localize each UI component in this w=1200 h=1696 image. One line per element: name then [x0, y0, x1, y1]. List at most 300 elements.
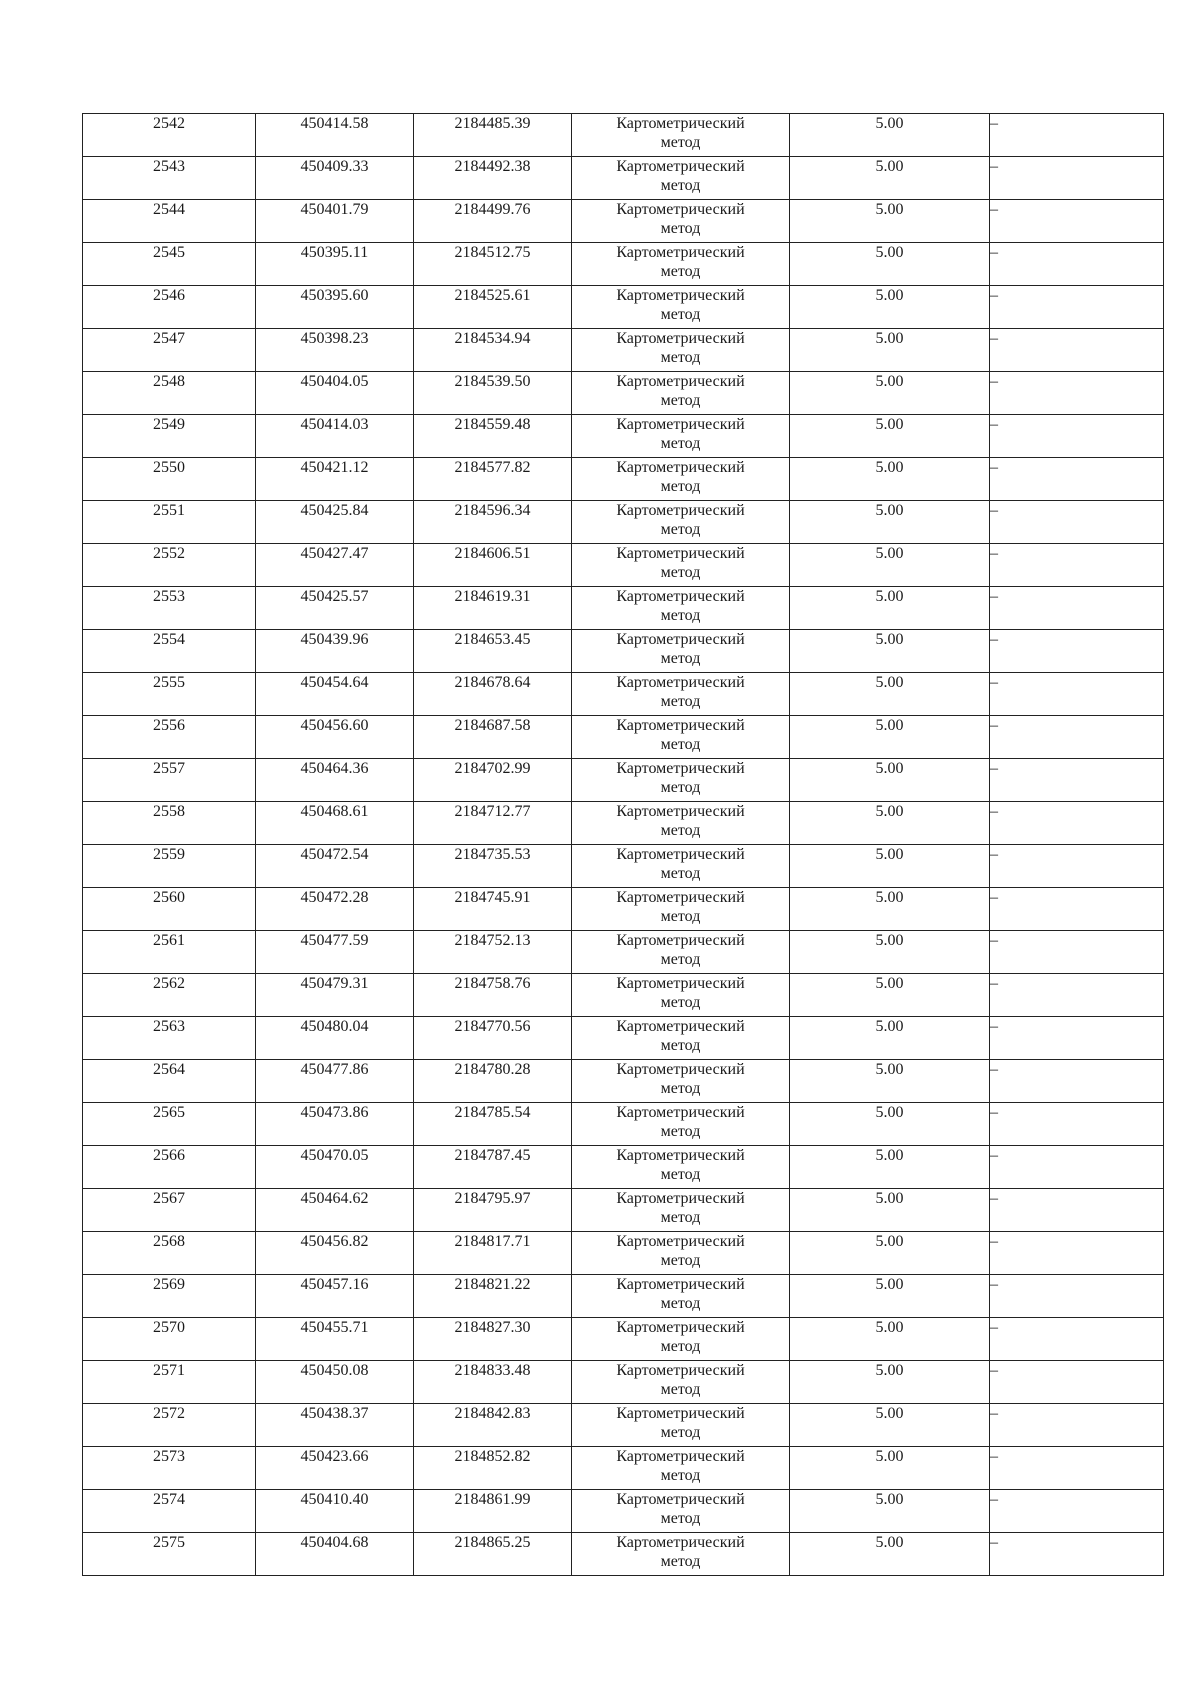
method-cell	[572, 1146, 790, 1189]
accuracy-cell: 5.00	[790, 1146, 990, 1189]
x-coordinate-cell: 450410.40	[256, 1490, 414, 1533]
y-coordinate-cell: 2184577.82	[414, 458, 572, 501]
method-cell	[572, 802, 790, 845]
accuracy-cell: 5.00	[790, 458, 990, 501]
x-coordinate-cell: 450425.57	[256, 587, 414, 630]
table-row	[83, 1189, 1164, 1232]
y-coordinate-cell: 2184606.51	[414, 544, 572, 587]
description-cell: –	[990, 716, 1164, 759]
accuracy-cell: 5.00	[790, 888, 990, 931]
method-cell	[572, 1103, 790, 1146]
y-coordinate-cell: 2184827.30	[414, 1318, 572, 1361]
x-coordinate-cell: 450470.05	[256, 1146, 414, 1189]
accuracy-cell: 5.00	[790, 501, 990, 544]
description-cell: –	[990, 372, 1164, 415]
accuracy-cell: 5.00	[790, 243, 990, 286]
x-coordinate-cell: 450427.47	[256, 544, 414, 587]
y-coordinate-cell: 2184780.28	[414, 1060, 572, 1103]
y-coordinate-cell: 2184770.56	[414, 1017, 572, 1060]
accuracy-cell: 5.00	[790, 1318, 990, 1361]
x-coordinate-cell: 450450.08	[256, 1361, 414, 1404]
method-cell	[572, 157, 790, 200]
accuracy-cell: 5.00	[790, 716, 990, 759]
point-number-cell: 2551	[83, 501, 256, 544]
method-text-line: Картометрический	[616, 287, 745, 304]
table-row	[83, 200, 1164, 243]
method-text-line: Картометрический	[616, 588, 745, 605]
method-cell	[572, 329, 790, 372]
description-cell: –	[990, 1146, 1164, 1189]
method-text-line: метод	[660, 134, 701, 151]
method-text-line: Картометрический	[616, 1018, 745, 1035]
method-text-line: метод	[660, 564, 701, 581]
method-text-line: метод	[660, 779, 701, 796]
method-text-line: Картометрический	[616, 330, 745, 347]
method-text-line: Картометрический	[616, 502, 745, 519]
description-cell: –	[990, 1060, 1164, 1103]
method-text-line: Картометрический	[616, 158, 745, 175]
accuracy-cell: 5.00	[790, 845, 990, 888]
table-row	[83, 1490, 1164, 1533]
point-number-cell: 2550	[83, 458, 256, 501]
method-text-line: Картометрический	[616, 717, 745, 734]
x-coordinate-cell: 450457.16	[256, 1275, 414, 1318]
point-number-cell: 2554	[83, 630, 256, 673]
y-coordinate-cell: 2184817.71	[414, 1232, 572, 1275]
method-cell	[572, 1361, 790, 1404]
description-cell: –	[990, 329, 1164, 372]
method-text-line: Картометрический	[616, 631, 745, 648]
table-row	[83, 458, 1164, 501]
accuracy-cell: 5.00	[790, 630, 990, 673]
table-row	[83, 759, 1164, 802]
method-cell	[572, 630, 790, 673]
table-row	[83, 243, 1164, 286]
description-cell: –	[990, 802, 1164, 845]
accuracy-cell: 5.00	[790, 372, 990, 415]
method-text-line: метод	[660, 1166, 701, 1183]
method-text-line: метод	[660, 1467, 701, 1484]
y-coordinate-cell: 2184559.48	[414, 415, 572, 458]
description-cell: –	[990, 1017, 1164, 1060]
point-number-cell: 2548	[83, 372, 256, 415]
table-row	[83, 845, 1164, 888]
x-coordinate-cell: 450404.05	[256, 372, 414, 415]
description-cell: –	[990, 587, 1164, 630]
method-cell	[572, 243, 790, 286]
point-number-cell: 2574	[83, 1490, 256, 1533]
y-coordinate-cell: 2184619.31	[414, 587, 572, 630]
x-coordinate-cell: 450454.64	[256, 673, 414, 716]
point-number-cell: 2560	[83, 888, 256, 931]
description-cell: –	[990, 759, 1164, 802]
description-cell: –	[990, 1232, 1164, 1275]
method-text-line: Картометрический	[616, 1534, 745, 1551]
y-coordinate-cell: 2184499.76	[414, 200, 572, 243]
method-text-line: метод	[660, 1510, 701, 1527]
y-coordinate-cell: 2184687.58	[414, 716, 572, 759]
method-text-line: метод	[660, 263, 701, 280]
point-number-cell: 2569	[83, 1275, 256, 1318]
point-number-cell: 2552	[83, 544, 256, 587]
method-cell	[572, 501, 790, 544]
accuracy-cell: 5.00	[790, 1404, 990, 1447]
method-text-line: метод	[660, 177, 701, 194]
table-row	[83, 974, 1164, 1017]
x-coordinate-cell: 450477.59	[256, 931, 414, 974]
description-cell: –	[990, 501, 1164, 544]
method-text-line: Картометрический	[616, 1448, 745, 1465]
description-cell: –	[990, 845, 1164, 888]
y-coordinate-cell: 2184852.82	[414, 1447, 572, 1490]
y-coordinate-cell: 2184678.64	[414, 673, 572, 716]
method-text-line: метод	[660, 392, 701, 409]
description-cell: –	[990, 630, 1164, 673]
description-cell: –	[990, 1361, 1164, 1404]
point-number-cell: 2555	[83, 673, 256, 716]
method-text-line: Картометрический	[616, 932, 745, 949]
table-body	[83, 114, 1164, 1576]
x-coordinate-cell: 450423.66	[256, 1447, 414, 1490]
point-number-cell: 2575	[83, 1533, 256, 1576]
method-text-line: Картометрический	[616, 1276, 745, 1293]
x-coordinate-cell: 450404.68	[256, 1533, 414, 1576]
description-cell: –	[990, 1447, 1164, 1490]
method-text-line: Картометрический	[616, 1319, 745, 1336]
point-number-cell: 2553	[83, 587, 256, 630]
method-cell	[572, 974, 790, 1017]
method-text-line: метод	[660, 994, 701, 1011]
table-row	[83, 1146, 1164, 1189]
table-row	[83, 1533, 1164, 1576]
y-coordinate-cell: 2184702.99	[414, 759, 572, 802]
y-coordinate-cell: 2184758.76	[414, 974, 572, 1017]
y-coordinate-cell: 2184785.54	[414, 1103, 572, 1146]
x-coordinate-cell: 450425.84	[256, 501, 414, 544]
point-number-cell: 2557	[83, 759, 256, 802]
description-cell: –	[990, 544, 1164, 587]
accuracy-cell: 5.00	[790, 1533, 990, 1576]
x-coordinate-cell: 450414.03	[256, 415, 414, 458]
x-coordinate-cell: 450456.82	[256, 1232, 414, 1275]
y-coordinate-cell: 2184485.39	[414, 114, 572, 157]
method-text-line: Картометрический	[616, 373, 745, 390]
accuracy-cell: 5.00	[790, 329, 990, 372]
x-coordinate-cell: 450472.54	[256, 845, 414, 888]
table-row	[83, 329, 1164, 372]
accuracy-cell: 5.00	[790, 544, 990, 587]
x-coordinate-cell: 450468.61	[256, 802, 414, 845]
method-text-line: метод	[660, 607, 701, 624]
table-row	[83, 630, 1164, 673]
table-row	[83, 1060, 1164, 1103]
y-coordinate-cell: 2184795.97	[414, 1189, 572, 1232]
table-row	[83, 673, 1164, 716]
point-number-cell: 2549	[83, 415, 256, 458]
table-row	[83, 931, 1164, 974]
table-row	[83, 544, 1164, 587]
method-cell	[572, 888, 790, 931]
method-text-line: Картометрический	[616, 1491, 745, 1508]
point-number-cell: 2546	[83, 286, 256, 329]
method-cell	[572, 673, 790, 716]
method-text-line: метод	[660, 349, 701, 366]
method-text-line: метод	[660, 1295, 701, 1312]
accuracy-cell: 5.00	[790, 1361, 990, 1404]
method-cell	[572, 200, 790, 243]
y-coordinate-cell: 2184596.34	[414, 501, 572, 544]
coordinates-table	[82, 113, 1164, 1576]
y-coordinate-cell: 2184492.38	[414, 157, 572, 200]
table-row	[83, 286, 1164, 329]
method-text-line: Картометрический	[616, 1405, 745, 1422]
accuracy-cell: 5.00	[790, 759, 990, 802]
method-text-line: метод	[660, 478, 701, 495]
description-cell: –	[990, 1189, 1164, 1232]
y-coordinate-cell: 2184512.75	[414, 243, 572, 286]
x-coordinate-cell: 450477.86	[256, 1060, 414, 1103]
method-text-line: Картометрический	[616, 459, 745, 476]
accuracy-cell: 5.00	[790, 1447, 990, 1490]
table-row	[83, 1103, 1164, 1146]
accuracy-cell: 5.00	[790, 673, 990, 716]
table-row	[83, 1404, 1164, 1447]
y-coordinate-cell: 2184821.22	[414, 1275, 572, 1318]
x-coordinate-cell: 450395.60	[256, 286, 414, 329]
method-cell	[572, 458, 790, 501]
method-text-line: Картометрический	[616, 1104, 745, 1121]
accuracy-cell: 5.00	[790, 114, 990, 157]
table-row	[83, 888, 1164, 931]
y-coordinate-cell: 2184534.94	[414, 329, 572, 372]
point-number-cell: 2562	[83, 974, 256, 1017]
method-text-line: метод	[660, 306, 701, 323]
description-cell: –	[990, 157, 1164, 200]
method-cell	[572, 114, 790, 157]
description-cell: –	[990, 415, 1164, 458]
method-cell	[572, 544, 790, 587]
method-text-line: Картометрический	[616, 846, 745, 863]
description-cell: –	[990, 1103, 1164, 1146]
point-number-cell: 2570	[83, 1318, 256, 1361]
table-row	[83, 157, 1164, 200]
accuracy-cell: 5.00	[790, 157, 990, 200]
table-row	[83, 1232, 1164, 1275]
point-number-cell: 2544	[83, 200, 256, 243]
method-cell	[572, 286, 790, 329]
table-row	[83, 716, 1164, 759]
method-text-line: Картометрический	[616, 760, 745, 777]
y-coordinate-cell: 2184525.61	[414, 286, 572, 329]
method-text-line: Картометрический	[616, 1233, 745, 1250]
x-coordinate-cell: 450472.28	[256, 888, 414, 931]
point-number-cell: 2573	[83, 1447, 256, 1490]
method-text-line: Картометрический	[616, 1147, 745, 1164]
method-text-line: Картометрический	[616, 975, 745, 992]
accuracy-cell: 5.00	[790, 1275, 990, 1318]
table-row	[83, 1017, 1164, 1060]
accuracy-cell: 5.00	[790, 286, 990, 329]
method-cell	[572, 759, 790, 802]
method-text-line: Картометрический	[616, 416, 745, 433]
accuracy-cell: 5.00	[790, 200, 990, 243]
point-number-cell: 2566	[83, 1146, 256, 1189]
method-text-line: Картометрический	[616, 1190, 745, 1207]
method-text-line: метод	[660, 1080, 701, 1097]
point-number-cell: 2543	[83, 157, 256, 200]
method-cell	[572, 1232, 790, 1275]
method-text-line: метод	[660, 1209, 701, 1226]
description-cell: –	[990, 673, 1164, 716]
method-cell	[572, 931, 790, 974]
y-coordinate-cell: 2184861.99	[414, 1490, 572, 1533]
accuracy-cell: 5.00	[790, 1189, 990, 1232]
accuracy-cell: 5.00	[790, 1490, 990, 1533]
point-number-cell: 2559	[83, 845, 256, 888]
description-cell: –	[990, 1275, 1164, 1318]
method-text-line: метод	[660, 951, 701, 968]
method-text-line: метод	[660, 220, 701, 237]
method-cell	[572, 372, 790, 415]
method-cell	[572, 1017, 790, 1060]
method-cell	[572, 587, 790, 630]
y-coordinate-cell: 2184833.48	[414, 1361, 572, 1404]
table-row	[83, 1275, 1164, 1318]
accuracy-cell: 5.00	[790, 415, 990, 458]
method-text-line: Картометрический	[616, 201, 745, 218]
method-cell	[572, 716, 790, 759]
method-cell	[572, 1447, 790, 1490]
accuracy-cell: 5.00	[790, 587, 990, 630]
point-number-cell: 2547	[83, 329, 256, 372]
method-text-line: метод	[660, 650, 701, 667]
table-row	[83, 114, 1164, 157]
method-cell	[572, 1404, 790, 1447]
x-coordinate-cell: 450455.71	[256, 1318, 414, 1361]
point-number-cell: 2563	[83, 1017, 256, 1060]
accuracy-cell: 5.00	[790, 802, 990, 845]
y-coordinate-cell: 2184865.25	[414, 1533, 572, 1576]
x-coordinate-cell: 450479.31	[256, 974, 414, 1017]
accuracy-cell: 5.00	[790, 974, 990, 1017]
accuracy-cell: 5.00	[790, 931, 990, 974]
method-text-line: метод	[660, 435, 701, 452]
x-coordinate-cell: 450409.33	[256, 157, 414, 200]
point-number-cell: 2565	[83, 1103, 256, 1146]
y-coordinate-cell: 2184539.50	[414, 372, 572, 415]
table-row	[83, 372, 1164, 415]
method-text-line: метод	[660, 521, 701, 538]
point-number-cell: 2568	[83, 1232, 256, 1275]
method-cell	[572, 1189, 790, 1232]
method-text-line: метод	[660, 736, 701, 753]
method-cell	[572, 1275, 790, 1318]
accuracy-cell: 5.00	[790, 1103, 990, 1146]
description-cell: –	[990, 1318, 1164, 1361]
method-text-line: метод	[660, 1381, 701, 1398]
description-cell: –	[990, 458, 1164, 501]
table-row	[83, 1447, 1164, 1490]
method-text-line: метод	[660, 1037, 701, 1054]
method-text-line: метод	[660, 1553, 701, 1570]
point-number-cell: 2571	[83, 1361, 256, 1404]
x-coordinate-cell: 450473.86	[256, 1103, 414, 1146]
method-cell	[572, 1060, 790, 1103]
y-coordinate-cell: 2184842.83	[414, 1404, 572, 1447]
point-number-cell: 2556	[83, 716, 256, 759]
description-cell: –	[990, 974, 1164, 1017]
method-text-line: метод	[660, 1252, 701, 1269]
x-coordinate-cell: 450464.62	[256, 1189, 414, 1232]
y-coordinate-cell: 2184745.91	[414, 888, 572, 931]
x-coordinate-cell: 450438.37	[256, 1404, 414, 1447]
description-cell: –	[990, 114, 1164, 157]
table-row	[83, 1361, 1164, 1404]
x-coordinate-cell: 450401.79	[256, 200, 414, 243]
method-text-line: Картометрический	[616, 244, 745, 261]
point-number-cell: 2545	[83, 243, 256, 286]
method-text-line: метод	[660, 908, 701, 925]
method-cell	[572, 1318, 790, 1361]
method-cell	[572, 1490, 790, 1533]
description-cell: –	[990, 931, 1164, 974]
table-row	[83, 1318, 1164, 1361]
method-text-line: метод	[660, 822, 701, 839]
description-cell: –	[990, 1533, 1164, 1576]
x-coordinate-cell: 450395.11	[256, 243, 414, 286]
method-text-line: Картометрический	[616, 803, 745, 820]
point-number-cell: 2542	[83, 114, 256, 157]
point-number-cell: 2564	[83, 1060, 256, 1103]
x-coordinate-cell: 450480.04	[256, 1017, 414, 1060]
method-text-line: Картометрический	[616, 1362, 745, 1379]
method-cell	[572, 415, 790, 458]
point-number-cell: 2561	[83, 931, 256, 974]
description-cell: –	[990, 888, 1164, 931]
table-row	[83, 501, 1164, 544]
description-cell: –	[990, 286, 1164, 329]
x-coordinate-cell: 450414.58	[256, 114, 414, 157]
accuracy-cell: 5.00	[790, 1060, 990, 1103]
point-number-cell: 2567	[83, 1189, 256, 1232]
table-row	[83, 587, 1164, 630]
table-row	[83, 415, 1164, 458]
y-coordinate-cell: 2184735.53	[414, 845, 572, 888]
x-coordinate-cell: 450398.23	[256, 329, 414, 372]
x-coordinate-cell: 450456.60	[256, 716, 414, 759]
method-text-line: метод	[660, 1123, 701, 1140]
point-number-cell: 2558	[83, 802, 256, 845]
method-text-line: метод	[660, 693, 701, 710]
description-cell: –	[990, 200, 1164, 243]
point-number-cell: 2572	[83, 1404, 256, 1447]
description-cell: –	[990, 1404, 1164, 1447]
method-text-line: Картометрический	[616, 1061, 745, 1078]
y-coordinate-cell: 2184653.45	[414, 630, 572, 673]
method-cell	[572, 1533, 790, 1576]
description-cell: –	[990, 243, 1164, 286]
accuracy-cell: 5.00	[790, 1017, 990, 1060]
y-coordinate-cell: 2184787.45	[414, 1146, 572, 1189]
x-coordinate-cell: 450464.36	[256, 759, 414, 802]
method-text-line: метод	[660, 1424, 701, 1441]
y-coordinate-cell: 2184712.77	[414, 802, 572, 845]
accuracy-cell: 5.00	[790, 1232, 990, 1275]
method-text-line: Картометрический	[616, 545, 745, 562]
description-cell: –	[990, 1490, 1164, 1533]
method-text-line: метод	[660, 1338, 701, 1355]
x-coordinate-cell: 450439.96	[256, 630, 414, 673]
